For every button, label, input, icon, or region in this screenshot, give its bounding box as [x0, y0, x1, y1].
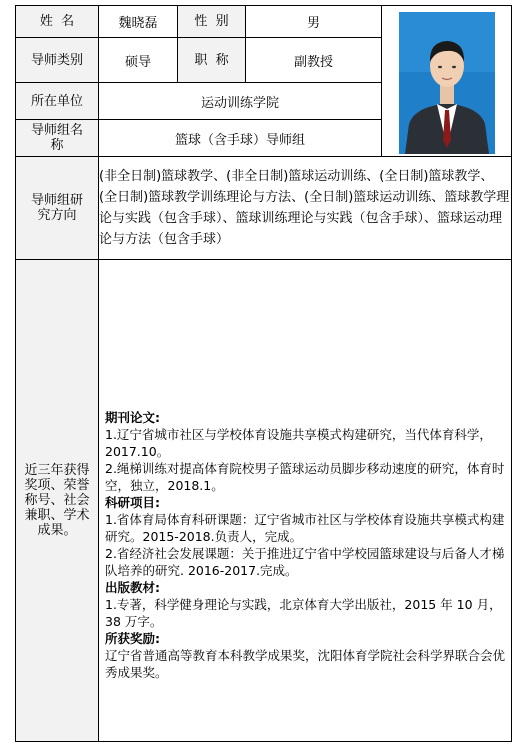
portrait-photo: [399, 12, 495, 154]
advisor-type-value: 硕导: [99, 38, 178, 83]
research-label: 导师组研究方向: [16, 157, 99, 260]
title-value: 副教授: [246, 38, 382, 83]
title-label: 职 称: [178, 38, 246, 83]
gender-value: 男: [246, 6, 382, 38]
achievements-cell: [99, 260, 512, 742]
papers-title: 期刊论文:: [105, 409, 160, 425]
textbook-item: 1.专著，科学健身理论与实践，北京体育大学出版社，2015 年 10 月，38 万字。: [105, 596, 502, 629]
achievements-label: 近三年获得奖项、荣誉称号、社会兼职、学术成果。: [16, 260, 99, 742]
achievements-content: [99, 321, 511, 681]
paper-item: 1.辽宁省城市社区与学校体育设施共享模式构建研究，当代体育科学，2017.10。: [105, 426, 492, 459]
research-value: (非全日制)篮球教学、(非全日制)篮球运动训练、(全日制)篮球教学、(全日制)篮球教学训练理论与方法、(全日制)篮球运动训练、篮球教学理论与实践（包含手球）、篮球训练理论与实践（包含手球）、篮球运动理论与方法（包含手球）: [99, 157, 512, 260]
gender-label: 性 别: [178, 6, 246, 38]
advisor-profile-table: [15, 5, 512, 742]
name-value: 魏晓磊: [99, 6, 178, 38]
name-label: 姓 名: [16, 6, 99, 38]
award-item: 辽宁省普通高等教育本科教学成果奖，沈阳体育学院社会科学界联合会优秀成果奖。: [105, 647, 506, 680]
unit-label: 所在单位: [16, 83, 99, 120]
group-label: 导师组名称: [16, 120, 99, 157]
textbooks-title: 出版教材:: [105, 579, 160, 595]
projects-title: 科研项目:: [105, 494, 160, 510]
group-value: 篮球（含手球）导师组: [99, 120, 382, 157]
project-item: 2.省经济社会发展课题：关于推进辽宁省中学校园篮球建设与后备人才梯队培养的研究. 2016-2017.完成。: [105, 545, 505, 578]
awards-title: 所获奖励:: [105, 630, 160, 646]
project-item: 1.省体育局体育科研课题：辽宁省城市社区与学校体育设施共享模式构建研究。2015-2018.负责人，完成。: [105, 511, 505, 544]
unit-value: 运动训练学院: [99, 83, 382, 120]
paper-item: 2.绳梯训练对提高体育院校男子篮球运动员脚步移动速度的研究，体育时空，独立，2018.1。: [105, 460, 505, 493]
photo-cell: [382, 6, 512, 157]
advisor-type-label: 导师类别: [16, 38, 99, 83]
